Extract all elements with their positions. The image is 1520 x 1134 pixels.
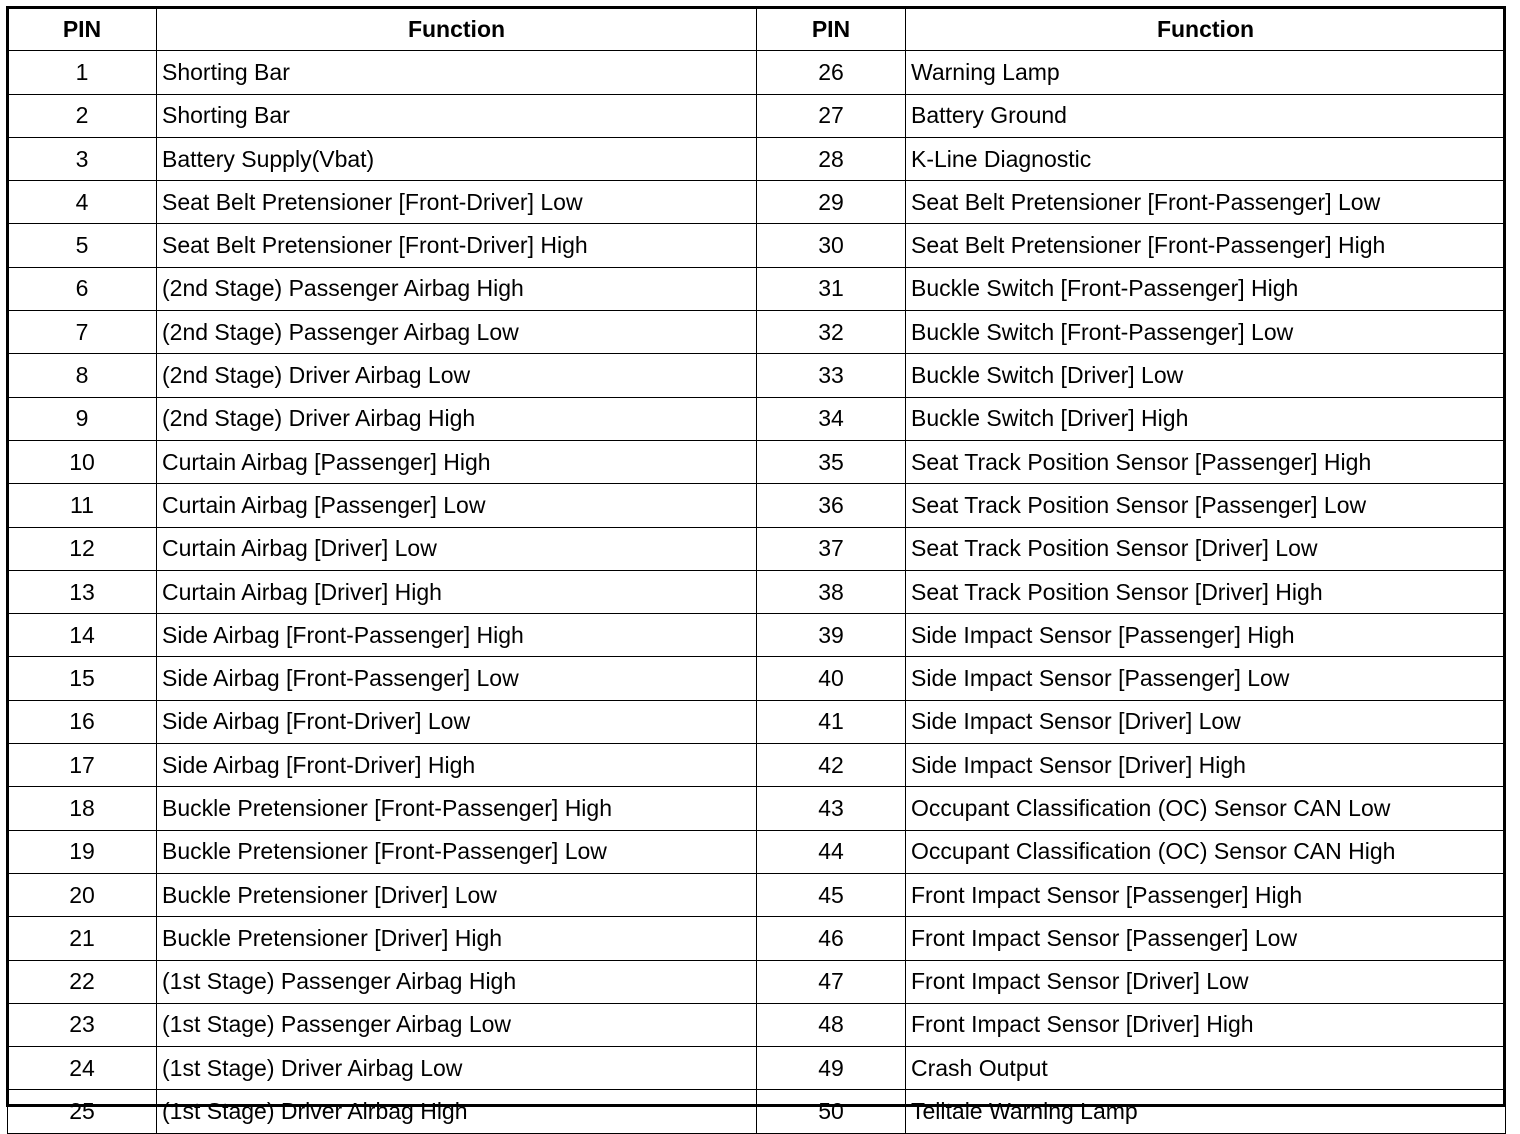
pin-left-cell: 24 — [8, 1047, 157, 1090]
pin-left-cell: 13 — [8, 570, 157, 613]
pin-left-cell: 9 — [8, 397, 157, 440]
function-left-cell: (2nd Stage) Driver Airbag Low — [157, 354, 757, 397]
pin-left-cell: 8 — [8, 354, 157, 397]
function-left-cell: Shorting Bar — [157, 94, 757, 137]
pin-left-cell: 6 — [8, 267, 157, 310]
pin-right-cell: 39 — [757, 614, 906, 657]
table-row — [8, 527, 1506, 570]
function-left-cell: Seat Belt Pretensioner [Front-Driver] Low — [157, 181, 757, 224]
pin-right-cell: 47 — [757, 960, 906, 1003]
function-left-cell: (1st Stage) Passenger Airbag Low — [157, 1003, 757, 1046]
table-body — [8, 51, 1506, 1133]
table-row — [8, 787, 1506, 830]
function-right-cell: Buckle Switch [Front-Passenger] Low — [906, 311, 1506, 354]
table-row — [8, 181, 1506, 224]
table-row — [8, 1047, 1506, 1090]
pin-right-cell: 37 — [757, 527, 906, 570]
pin-right-cell: 33 — [757, 354, 906, 397]
function-right-cell: K-Line Diagnostic — [906, 137, 1506, 180]
function-right-cell: Battery Ground — [906, 94, 1506, 137]
pin-right-cell: 38 — [757, 570, 906, 613]
function-right-cell: Side Impact Sensor [Driver] Low — [906, 700, 1506, 743]
function-left-cell: Shorting Bar — [157, 51, 757, 94]
pin-right-cell: 40 — [757, 657, 906, 700]
table-row — [8, 137, 1506, 180]
pin-left-cell: 22 — [8, 960, 157, 1003]
pin-right-cell: 44 — [757, 830, 906, 873]
function-right-cell: Seat Track Position Sensor [Driver] Low — [906, 527, 1506, 570]
function-left-cell: Side Airbag [Front-Driver] Low — [157, 700, 757, 743]
function-left-cell: Curtain Airbag [Passenger] Low — [157, 484, 757, 527]
pin-left-cell: 2 — [8, 94, 157, 137]
table-row — [8, 830, 1506, 873]
function-right-cell: Front Impact Sensor [Passenger] Low — [906, 917, 1506, 960]
function-right-cell: Warning Lamp — [906, 51, 1506, 94]
function-right-cell: Seat Track Position Sensor [Driver] High — [906, 570, 1506, 613]
pin-right-cell: 42 — [757, 744, 906, 787]
function-left-cell: Battery Supply(Vbat) — [157, 137, 757, 180]
table-row — [8, 657, 1506, 700]
table-row — [8, 267, 1506, 310]
pin-left-cell: 21 — [8, 917, 157, 960]
pin-right-cell: 28 — [757, 137, 906, 180]
function-right-cell: Crash Output — [906, 1047, 1506, 1090]
table-row — [8, 700, 1506, 743]
pin-left-cell: 1 — [8, 51, 157, 94]
pin-right-cell: 46 — [757, 917, 906, 960]
function-left-cell: Seat Belt Pretensioner [Front-Driver] High — [157, 224, 757, 267]
function-right-cell: Front Impact Sensor [Driver] High — [906, 1003, 1506, 1046]
table-row — [8, 1003, 1506, 1046]
pin-left-cell: 4 — [8, 181, 157, 224]
pin-function-table — [7, 7, 1506, 1134]
pin-left-cell: 7 — [8, 311, 157, 354]
pin-right-cell: 45 — [757, 873, 906, 916]
function-left-cell: Buckle Pretensioner [Front-Passenger] High — [157, 787, 757, 830]
pin-right-cell: 43 — [757, 787, 906, 830]
table-row — [8, 614, 1506, 657]
table-row — [8, 311, 1506, 354]
pin-left-cell: 15 — [8, 657, 157, 700]
pin-left-cell: 14 — [8, 614, 157, 657]
table-row — [8, 94, 1506, 137]
function-left-cell: Buckle Pretensioner [Front-Passenger] Low — [157, 830, 757, 873]
table-row — [8, 51, 1506, 94]
function-left-cell: Curtain Airbag [Driver] High — [157, 570, 757, 613]
pin-left-cell: 20 — [8, 873, 157, 916]
pin-right-cell: 31 — [757, 267, 906, 310]
pin-right-cell: 49 — [757, 1047, 906, 1090]
function-left-cell: Curtain Airbag [Driver] Low — [157, 527, 757, 570]
function-left-cell: (1st Stage) Passenger Airbag High — [157, 960, 757, 1003]
table-row — [8, 960, 1506, 1003]
function-left-cell: Side Airbag [Front-Driver] High — [157, 744, 757, 787]
header-row — [8, 8, 1506, 51]
header-pin-left: PIN — [8, 8, 157, 51]
function-right-cell: Buckle Switch [Driver] High — [906, 397, 1506, 440]
header-function-left: Function — [157, 8, 757, 51]
function-left-cell: Buckle Pretensioner [Driver] High — [157, 917, 757, 960]
pin-left-cell: 25 — [8, 1090, 157, 1133]
pin-left-cell: 10 — [8, 440, 157, 483]
function-right-cell: Occupant Classification (OC) Sensor CAN High — [906, 830, 1506, 873]
function-left-cell: (2nd Stage) Passenger Airbag Low — [157, 311, 757, 354]
pin-right-cell: 27 — [757, 94, 906, 137]
table-row — [8, 484, 1506, 527]
function-right-cell: Front Impact Sensor [Passenger] High — [906, 873, 1506, 916]
function-right-cell: Seat Belt Pretensioner [Front-Passenger] High — [906, 224, 1506, 267]
function-right-cell: Buckle Switch [Driver] Low — [906, 354, 1506, 397]
function-left-cell: (1st Stage) Driver Airbag High — [157, 1090, 757, 1133]
function-right-cell: Occupant Classification (OC) Sensor CAN Low — [906, 787, 1506, 830]
function-left-cell: Buckle Pretensioner [Driver] Low — [157, 873, 757, 916]
pin-left-cell: 23 — [8, 1003, 157, 1046]
function-right-cell: Side Impact Sensor [Driver] High — [906, 744, 1506, 787]
pin-left-cell: 18 — [8, 787, 157, 830]
pin-right-cell: 32 — [757, 311, 906, 354]
function-left-cell: Curtain Airbag [Passenger] High — [157, 440, 757, 483]
function-right-cell: Telltale Warning Lamp — [906, 1090, 1506, 1133]
header-function-right: Function — [906, 8, 1506, 51]
table-row — [8, 397, 1506, 440]
function-left-cell: Side Airbag [Front-Passenger] High — [157, 614, 757, 657]
pin-right-cell: 41 — [757, 700, 906, 743]
pin-left-cell: 12 — [8, 527, 157, 570]
table-row — [8, 744, 1506, 787]
function-right-cell: Seat Belt Pretensioner [Front-Passenger] Low — [906, 181, 1506, 224]
pin-left-cell: 16 — [8, 700, 157, 743]
function-left-cell: (1st Stage) Driver Airbag Low — [157, 1047, 757, 1090]
header-pin-right: PIN — [757, 8, 906, 51]
function-right-cell: Front Impact Sensor [Driver] Low — [906, 960, 1506, 1003]
pin-right-cell: 26 — [757, 51, 906, 94]
table-row — [8, 1090, 1506, 1133]
pin-right-cell: 48 — [757, 1003, 906, 1046]
function-left-cell: (2nd Stage) Driver Airbag High — [157, 397, 757, 440]
pin-left-cell: 5 — [8, 224, 157, 267]
function-right-cell: Seat Track Position Sensor [Passenger] Low — [906, 484, 1506, 527]
function-left-cell: (2nd Stage) Passenger Airbag High — [157, 267, 757, 310]
table-row — [8, 570, 1506, 613]
function-right-cell: Side Impact Sensor [Passenger] Low — [906, 657, 1506, 700]
pin-right-cell: 36 — [757, 484, 906, 527]
pin-left-cell: 3 — [8, 137, 157, 180]
table-row — [8, 917, 1506, 960]
pin-right-cell: 30 — [757, 224, 906, 267]
table-row — [8, 440, 1506, 483]
function-right-cell: Seat Track Position Sensor [Passenger] High — [906, 440, 1506, 483]
pin-left-cell: 19 — [8, 830, 157, 873]
pin-right-cell: 29 — [757, 181, 906, 224]
pin-right-cell: 35 — [757, 440, 906, 483]
function-right-cell: Buckle Switch [Front-Passenger] High — [906, 267, 1506, 310]
table-row — [8, 873, 1506, 916]
function-right-cell: Side Impact Sensor [Passenger] High — [906, 614, 1506, 657]
pin-right-cell: 34 — [757, 397, 906, 440]
pin-left-cell: 17 — [8, 744, 157, 787]
function-left-cell: Side Airbag [Front-Passenger] Low — [157, 657, 757, 700]
pin-left-cell: 11 — [8, 484, 157, 527]
table-row — [8, 224, 1506, 267]
pin-right-cell: 50 — [757, 1090, 906, 1133]
table-row — [8, 354, 1506, 397]
